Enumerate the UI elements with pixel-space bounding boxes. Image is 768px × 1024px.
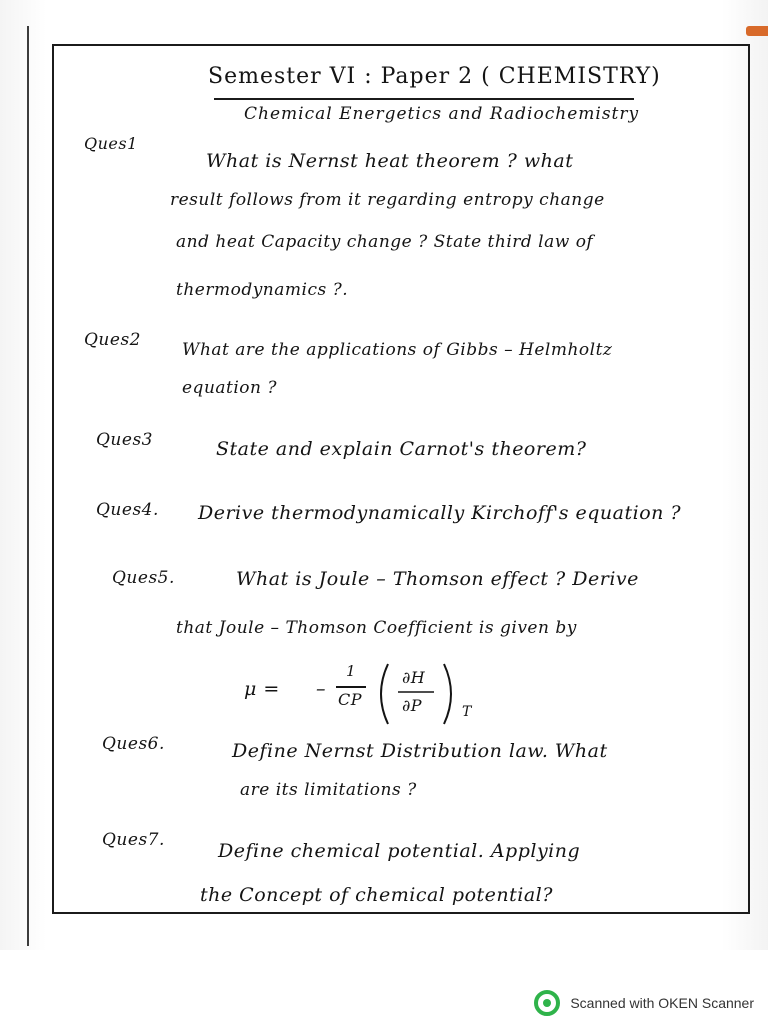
question-2-line-1: What are the applications of Gibbs – Helmholtz <box>182 340 613 360</box>
question-label-6: Ques6. <box>102 734 165 754</box>
question-6-line-1: Define Nernst Distribution law. What <box>232 740 608 762</box>
formula-fraction-bar <box>336 686 366 688</box>
title-underline <box>214 98 634 100</box>
formula-fraction-denominator: CP <box>338 690 363 709</box>
question-5-line-2: that Joule – Thomson Coefficient is given by <box>176 618 577 638</box>
question-5-line-1: What is Joule – Thomson effect ? Derive <box>236 568 639 590</box>
scanner-watermark <box>534 990 754 1016</box>
margin-line <box>27 26 29 946</box>
formula-partial-denominator: ∂P <box>402 696 423 715</box>
question-1-line-3: and heat Capacity change ? State third law of <box>176 232 594 252</box>
question-6-line-2: are its limitations ? <box>240 780 417 800</box>
question-1-line-1: What is Nernst heat theorem ? what <box>206 150 574 172</box>
question-1-line-2: result follows from it regarding entropy change <box>170 190 605 210</box>
formula-partial-numerator: ∂H <box>402 668 426 687</box>
question-label-3: Ques3 <box>96 430 153 450</box>
question-7-line-2: the Concept of chemical potential? <box>200 884 553 906</box>
question-4-line-1: Derive thermodynamically Kirchoff's equation ? <box>198 502 682 524</box>
question-label-5: Ques5. <box>112 568 175 588</box>
question-1-line-4: thermodynamics ?. <box>176 280 349 300</box>
question-3-line-1: State and explain Carnot's theorem? <box>216 438 587 460</box>
scanner-text: Scanned with OKEN Scanner <box>570 995 754 1011</box>
oken-scanner-logo-icon <box>534 990 560 1016</box>
corner-tab <box>746 26 768 36</box>
joule-thomson-formula <box>236 660 496 732</box>
page-title: Semester VI : Paper 2 ( CHEMISTRY) <box>208 64 661 89</box>
question-label-1: Ques1 <box>84 134 138 153</box>
formula-sign: – <box>316 678 326 700</box>
question-2-line-2: equation ? <box>182 378 277 398</box>
page-subtitle: Chemical Energetics and Radiochemistry <box>244 104 640 124</box>
question-label-4: Ques4. <box>96 500 159 520</box>
question-label-7: Ques7. <box>102 830 165 850</box>
formula-fraction-numerator: 1 <box>346 662 357 680</box>
formula-subscript: T <box>462 704 472 720</box>
question-7-line-1: Define chemical potential. Applying <box>218 840 581 862</box>
question-label-2: Ques2 <box>84 330 141 350</box>
formula-lhs: μ = <box>244 678 280 700</box>
